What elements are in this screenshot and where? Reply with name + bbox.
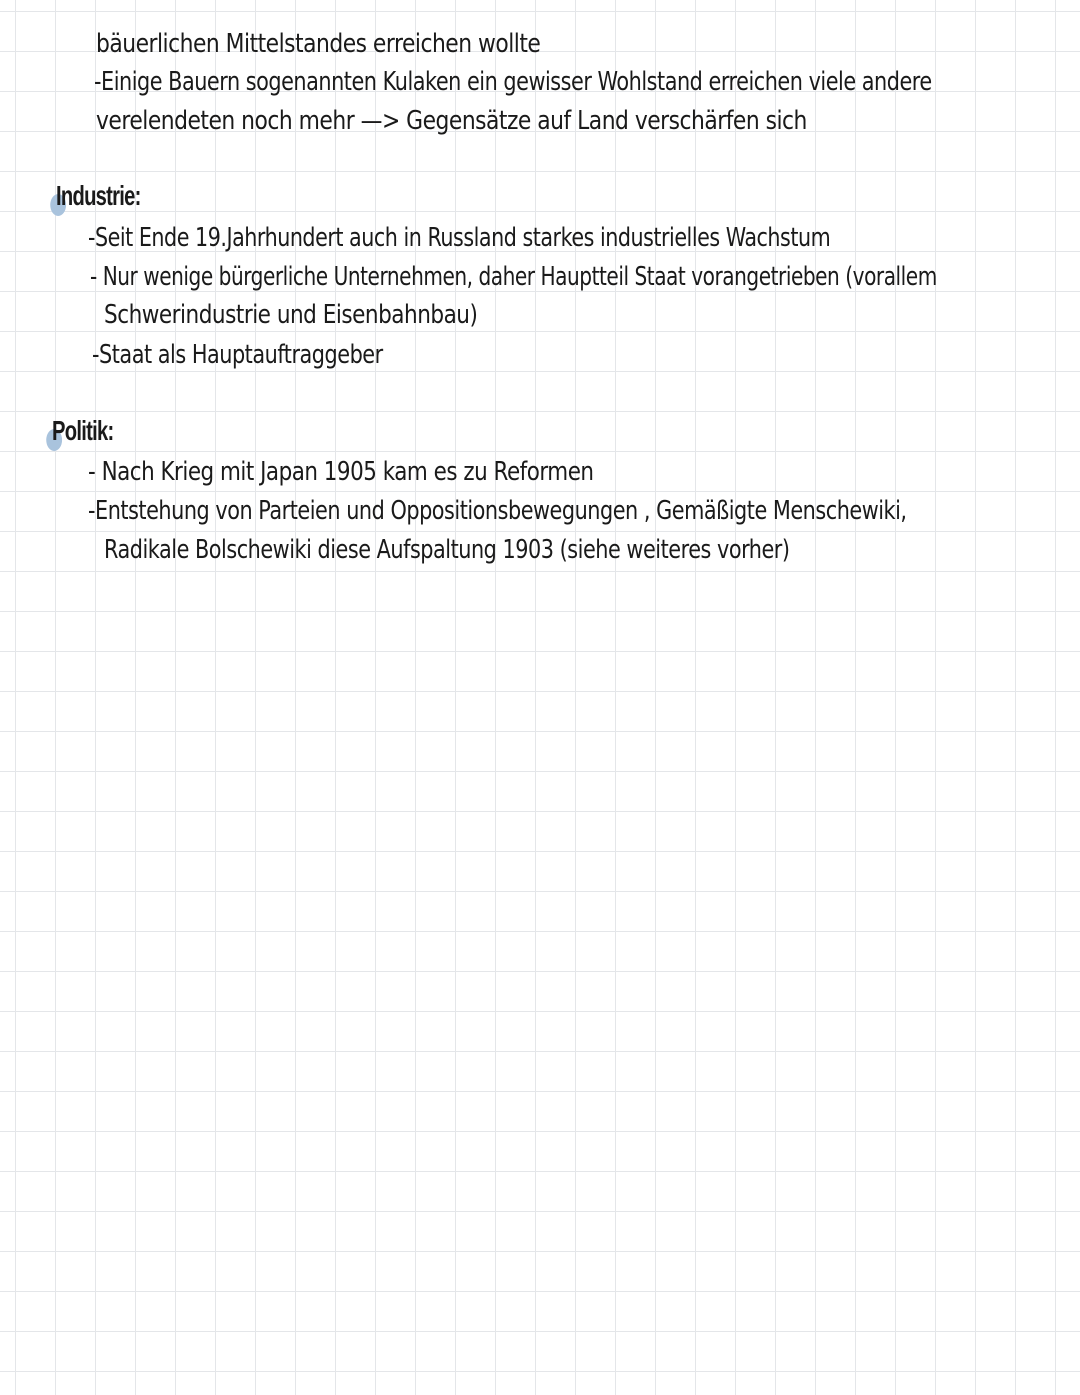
intro-line-1: bäuerlichen Mittelstandes erreichen wollte	[96, 29, 541, 59]
politik-line-1: - Nach Krieg mit Japan 1905 kam es zu Reformen	[88, 457, 594, 487]
industrie-line-4: -Staat als Hauptauftraggeber	[92, 340, 383, 370]
heading-industrie	[56, 178, 141, 214]
industrie-line-1: -Seit Ende 19.Jahrhundert auch in Russland starkes industrielles Wachstum	[88, 223, 831, 253]
politik-line-3: Radikale Bolschewiki diese Aufspaltung 1903 (siehe weiteres vorher)	[104, 535, 790, 565]
industrie-line-3: Schwerindustrie und Eisenbahnbau)	[104, 300, 478, 330]
industrie-line-2: - Nur wenige bürgerliche Unternehmen, daher Hauptteil Staat vorangetrieben (vorallem	[90, 262, 937, 292]
politik-line-2: -Entstehung von Parteien und Oppositionsbewegungen , Gemäßigte Menschewiki,	[88, 496, 907, 526]
heading-politik	[52, 413, 113, 449]
intro-line-3: verelendeten noch mehr —> Gegensätze auf Land verschärfen sich	[96, 106, 807, 136]
heading-industrie-text: Industrie:	[56, 180, 141, 211]
intro-line-2: -Einige Bauern sogenannten Kulaken ein gewisser Wohlstand erreichen viele andere	[94, 67, 932, 97]
heading-politik-text: Politik:	[52, 415, 114, 446]
